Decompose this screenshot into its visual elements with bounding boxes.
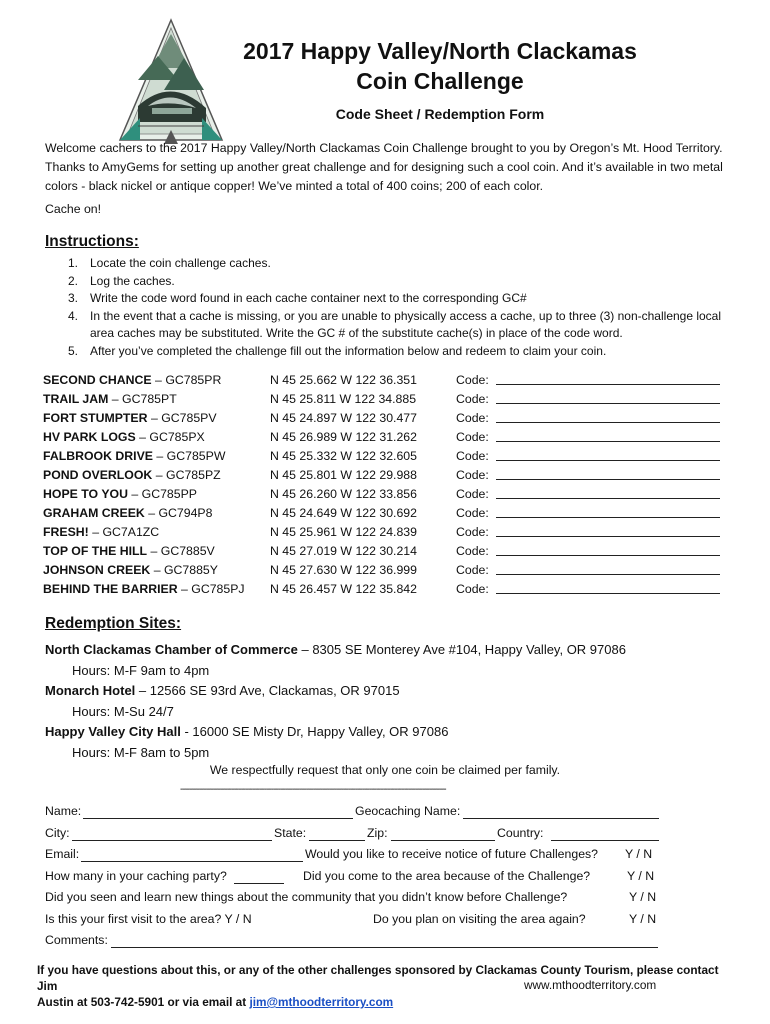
cache-row: FALBROOK DRIVE – GC785PW N 45 25.332 W 122 32.605 Code: [43,446,733,465]
cache-on-text: Cache on! [45,202,102,216]
came-question: Did you come to the area because of the Challenge? [303,868,591,883]
instruction-item: 3. Write the code word found in each cache container next to the corresponding GC# [68,291,527,305]
city-label: City: [45,825,70,840]
cache-row: TRAIL JAM – GC785PT N 45 25.811 W 122 34.885 Code: [43,389,733,408]
code-input[interactable] [496,517,720,518]
zip-label: Zip: [367,825,388,840]
code-input[interactable] [496,574,720,575]
footer-line-2: Austin at 503-742-5901 or via email at jim@mthoodterritory.com [37,995,394,1009]
country-field[interactable] [551,840,659,841]
title-line-2: Coin Challenge [356,68,524,94]
cache-row: FRESH! – GC7A1ZC N 45 25.961 W 122 24.839 Code: [43,522,733,541]
code-input[interactable] [496,460,720,461]
code-input[interactable] [496,422,720,423]
cache-row: POND OVERLOOK – GC785PZ N 45 25.801 W 122 29.988 Code: [43,465,733,484]
site-hours: Hours: M-F 9am to 4pm [72,663,210,678]
geocaching-name-field[interactable] [463,818,659,819]
redemption-heading: Redemption Sites: [45,615,182,632]
cache-row: SECOND CHANCE – GC785PR N 45 25.662 W 122 36.351 Code: [43,370,733,389]
request-note: We respectfully request that only one coin be claimed per family. [209,763,561,777]
footer-line-1: If you have questions about this, or any of the other challenges sponsored by Clackamas County Tourism, please contact Jim [37,963,719,993]
intro-paragraph: Welcome cachers to the 2017 Happy Valley/North Clackamas Coin Challenge brought to you by Oregon’s Mt. Hood Territory. Thanks to AmyGems for setting up another great challenge and for designing such a cool coin. And it’s available in two metal colors - black nickel or antique copper! We’ve minted a total of 400 coins; 200 of each color. [45,141,723,193]
came-yn[interactable]: Y / N [627,868,655,883]
cache-list [43,370,733,598]
cache-row: HOPE TO YOU – GC785PP N 45 26.260 W 122 33.856 Code: [43,484,733,503]
instruction-item: 1. Locate the coin challenge caches. [68,256,271,270]
redemption-sites [45,640,745,763]
notice-yn[interactable]: Y / N [625,847,653,861]
site-entry: Happy Valley City Hall - 16000 SE Misty Dr, Happy Valley, OR 97086 [45,724,449,739]
instruction-item: 5. After you’ve completed the challenge fill out the information below and redeem to claim your coin. [68,343,607,358]
instructions-heading: Instructions: [45,233,139,250]
page-title [220,36,660,96]
email-label: Email: [45,847,80,861]
country-label: Country: [497,825,544,840]
redemption-form [45,802,665,953]
code-input[interactable] [496,479,720,480]
email-field[interactable] [81,861,303,862]
comments-label: Comments: [45,933,108,947]
instruction-item: 2. Log the caches. [68,273,175,288]
state-field[interactable] [309,840,365,841]
first-visit-question: Is this your first visit to the area? Y / N [45,911,252,926]
page-subtitle: Code Sheet / Redemption Form [335,106,545,122]
divider: ------------------------------------------------------------------------------------------------------------------ [180,784,446,795]
code-input[interactable] [496,384,720,385]
instruction-item: 4. In the event that a cache is missing, or you are unable to physically access a cache, up to three (3) non-challenge local area caches may be substituted. Write the GC # of the substitute cache(s) in place of the code word. [68,308,722,340]
title-line-1: 2017 Happy Valley/North Clackamas [243,38,637,64]
cache-row: TOP OF THE HILL – GC7885V N 45 27.019 W 122 30.214 Code: [43,541,733,560]
name-field[interactable] [83,818,353,819]
site-hours: Hours: M-Su 24/7 [72,704,174,719]
geocaching-name-label: Geocaching Name: [355,804,461,818]
site-entry: Monarch Hotel – 12566 SE 93rd Ave, Clackamas, OR 97015 [45,683,400,698]
cache-row: FORT STUMPTER – GC785PV N 45 24.897 W 122 30.477 Code: [43,408,733,427]
site-hours: Hours: M-F 8am to 5pm [72,745,210,760]
coin-logo [118,18,224,152]
code-input[interactable] [496,593,720,594]
city-field[interactable] [72,840,272,841]
plan-yn[interactable]: Y / N [629,911,657,926]
code-input[interactable] [496,555,720,556]
cache-row: BEHIND THE BARRIER – GC785PJ N 45 26.457 W 122 35.842 Code: [43,579,733,598]
instructions-list [68,255,728,360]
plan-question: Do you plan on visiting the area again? [373,911,586,926]
comments-field[interactable] [111,947,658,948]
name-label: Name: [45,804,82,818]
party-question: How many in your caching party? [45,868,227,883]
learn-yn[interactable]: Y / N [629,890,657,904]
notice-question: Would you like to receive notice of future Challenges? [305,847,599,861]
code-input[interactable] [496,441,720,442]
contact-email-link[interactable]: jim@mthoodterritory.com [249,995,394,1009]
zip-field[interactable] [391,840,495,841]
state-label: State: [274,825,307,840]
website-url: www.mthoodterritory.com [524,978,657,992]
site-entry: North Clackamas Chamber of Commerce – 8305 SE Monterey Ave #104, Happy Valley, OR 97086 [45,642,626,657]
code-input[interactable] [496,403,720,404]
cache-row: HV PARK LOGS – GC785PX N 45 26.989 W 122 31.262 Code: [43,427,733,446]
party-field[interactable] [234,883,284,884]
cache-row: JOHNSON CREEK – GC7885Y N 45 27.630 W 122 36.999 Code: [43,560,733,579]
code-input[interactable] [496,498,720,499]
code-input[interactable] [496,536,720,537]
cache-row: GRAHAM CREEK – GC794P8 N 45 24.649 W 122 30.692 Code: [43,503,733,522]
learn-question: Did you seen and learn new things about the community that you didn’t know before Challenge? [45,890,568,904]
